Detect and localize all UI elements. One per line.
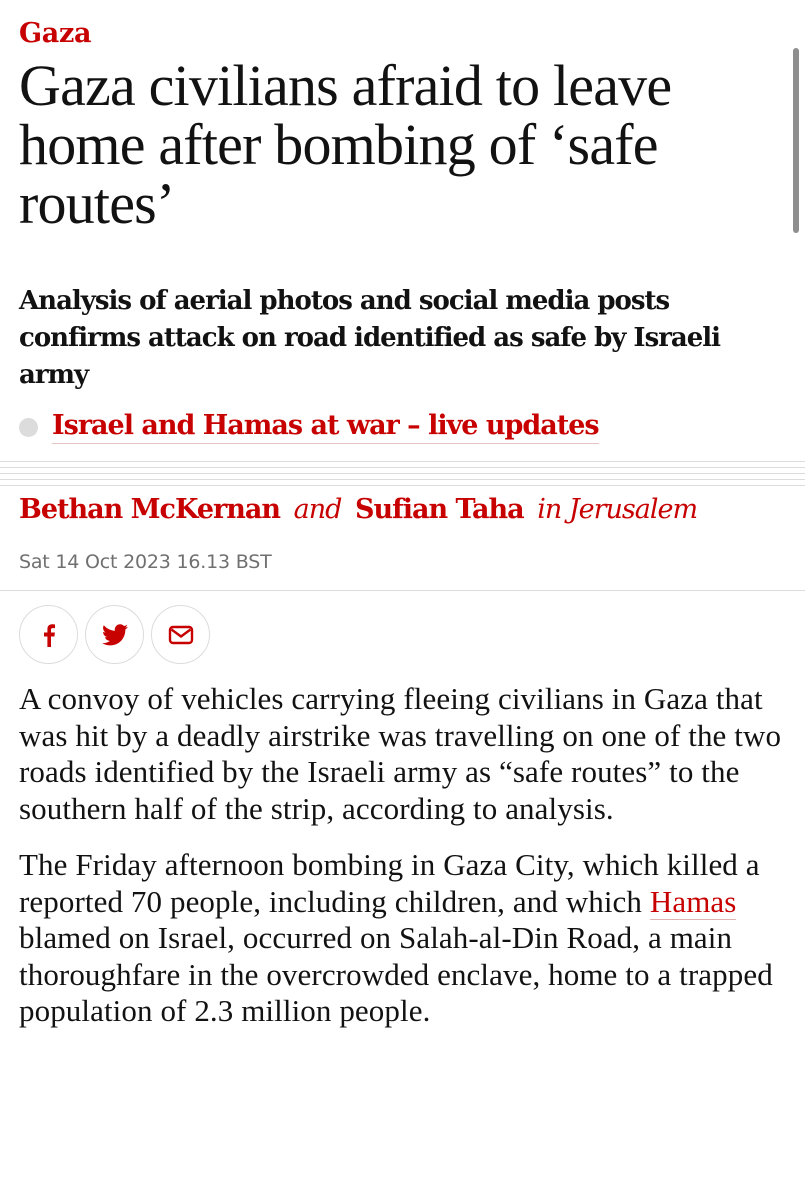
twitter-icon [102,624,128,646]
byline-conjunction: and [293,494,342,525]
hamas-tag-link[interactable]: Hamas [649,883,737,919]
share-facebook-button[interactable] [19,605,78,664]
email-icon [168,625,194,645]
live-updates-link[interactable]: Israel and Hamas at war – live updates [52,410,599,444]
divider-line [0,590,805,591]
live-updates-row [19,407,599,447]
live-indicator-dot [19,418,38,437]
body-paragraph-1: A convoy of vehicles carrying fleeing civilians in Gaza that was hit by a deadly airstrike was travelling on one of the two roads identified by the Israeli army as “safe routes” to the southern half of the strip, according to analysis. [19,681,782,826]
article-standfirst: Analysis of aerial photos and social media posts confirms attack on road identified as safe by Israeli army [19,286,721,390]
body-paragraph-2 [19,847,789,1030]
author-link-1[interactable]: Bethan McKernan [19,494,280,525]
article-body [19,681,789,1050]
article-headline: Gaza civilians afraid to leave home after bombing of ‘safe routes’ [19,53,672,236]
share-buttons [19,605,210,664]
scrollbar-thumb[interactable] [793,48,799,233]
publish-date: Sat 14 Oct 2023 16.13 BST [19,551,272,573]
author-link-2[interactable]: Sufian Taha [354,494,524,525]
paragraph-2-text-before: The Friday afternoon bombing in Gaza City, which killed a reported 70 people, including children, and which [19,847,760,919]
share-email-button[interactable] [151,605,210,664]
paragraph-2-text-after: blamed on Israel, occurred on Salah-al-Din Road, a main thoroughfare in the overcrowded enclave, home to a trapped population of 2.3 million people. [19,920,773,1028]
byline-location: in Jerusalem [537,494,698,525]
byline [19,494,697,525]
section-divider [0,461,805,487]
share-twitter-button[interactable] [85,605,144,664]
section-kicker-link[interactable]: Gaza [19,18,92,49]
facebook-icon [42,623,56,647]
